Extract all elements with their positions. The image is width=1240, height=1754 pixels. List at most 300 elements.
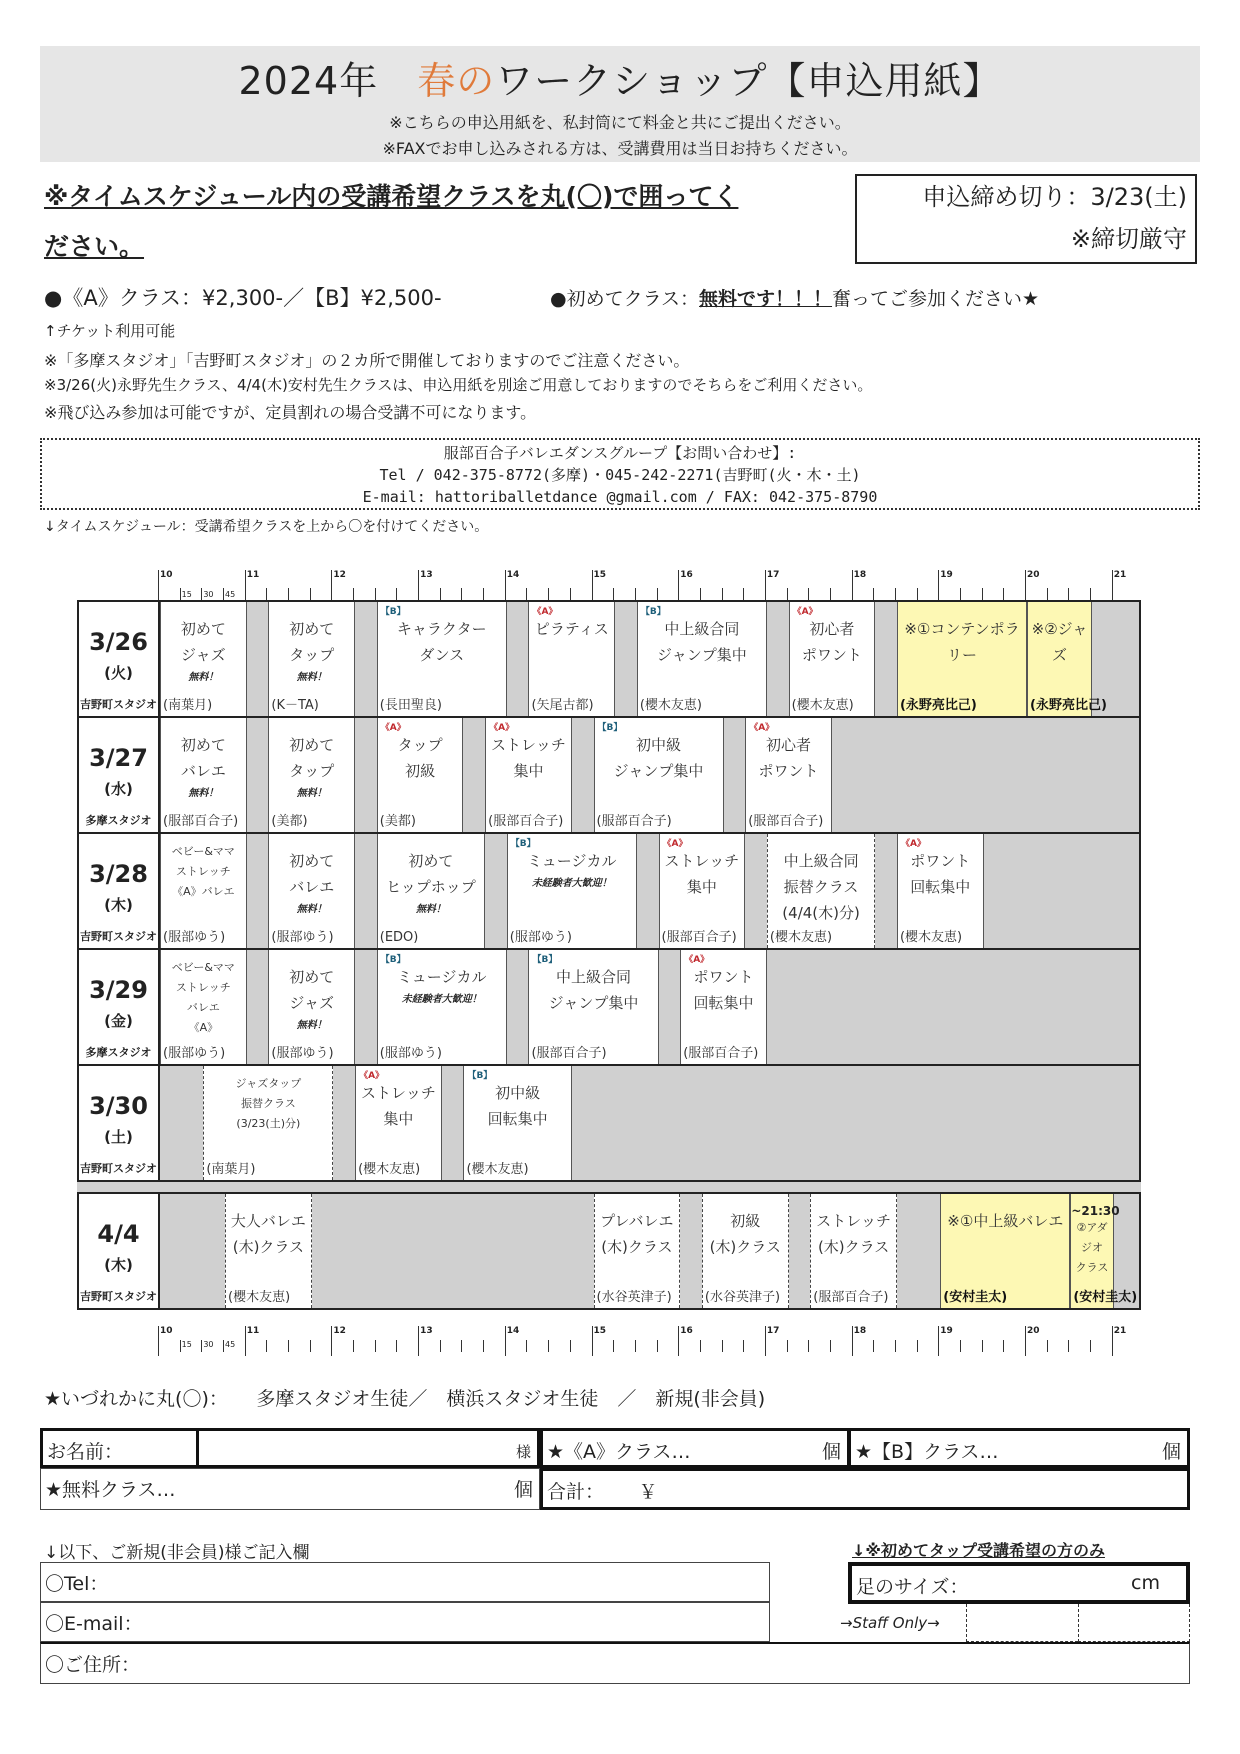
class-block[interactable] — [767, 834, 875, 948]
class-teacher: (服部百合子) — [596, 814, 672, 829]
quarter-tick — [830, 588, 831, 600]
class-block[interactable] — [789, 602, 876, 716]
class-block[interactable] — [485, 718, 572, 832]
hour-label: 18 — [853, 570, 867, 580]
quarter-tick — [613, 1340, 614, 1352]
quarter-tick — [743, 1340, 744, 1352]
time-ruler-bottom — [158, 1326, 1127, 1356]
class-block[interactable] — [268, 602, 355, 716]
class-teacher: (櫻木友恵) — [358, 1162, 421, 1177]
header-subtitle-2: ※FAXでお申し込みされる方は、受講費用は当日お持ちください。 — [382, 139, 858, 158]
quarter-tick — [960, 588, 961, 600]
quarter-tick — [895, 588, 896, 600]
quarter-tick — [895, 1340, 896, 1352]
class-name: キャラクター ダンス — [396, 620, 487, 664]
quarter-tick — [353, 588, 354, 600]
class-end-time: ~21:30 — [1071, 1204, 1120, 1218]
class-teacher: (K－TA) — [271, 698, 319, 713]
hour-label: 11 — [246, 1326, 260, 1336]
class-name: 大人バレエ (木)クラス — [230, 1212, 306, 1256]
date-cell — [79, 834, 160, 948]
class-block[interactable] — [463, 1066, 571, 1180]
schedule-hint: ↓タイムスケジュール：受講希望クラスを上から〇を付けてください。 — [44, 519, 489, 535]
class-teacher: (EDO) — [379, 930, 419, 945]
class-teacher: (安村圭太) — [943, 1290, 1008, 1305]
date-label: 3/30 — [89, 1092, 148, 1120]
quarter-tick — [461, 1340, 462, 1352]
class-block[interactable] — [268, 718, 355, 832]
class-teacher: (永野亮比己) — [899, 698, 977, 713]
class-block[interactable] — [377, 602, 507, 716]
hour-label: 13 — [420, 1326, 433, 1336]
quarter-tick — [808, 1340, 809, 1352]
quarter-tick — [787, 588, 788, 600]
a-class-label: ★《A》クラス… — [547, 1441, 691, 1463]
title-year: 2024年 — [238, 59, 379, 103]
class-note: 無料！ — [188, 672, 219, 683]
hour-label: 12 — [333, 1326, 346, 1336]
studio-note: ※「多摩スタジオ」「吉野町スタジオ」の２カ所で開催しておりますのでご注意ください。 — [44, 351, 690, 370]
class-teacher: (櫻木友恵) — [466, 1162, 529, 1177]
schedule-row-3-26 — [77, 600, 1141, 718]
quarter-label: 30 — [203, 590, 214, 599]
quarter-tick — [635, 1340, 636, 1352]
page-title — [40, 50, 1200, 105]
quarter-tick — [635, 588, 636, 600]
class-block[interactable] — [377, 950, 507, 1064]
class-name: ※①コンテンポラ リー — [904, 620, 1020, 664]
quarter-tick — [1090, 1340, 1091, 1352]
class-block[interactable] — [268, 950, 355, 1064]
free-class-label: ★無料クラス… — [45, 1479, 176, 1501]
class-name: 中上級合同 ジャンプ集中 — [548, 968, 639, 1012]
class-name: 初めて ヒップホップ — [386, 852, 476, 896]
class-name: ミュージカル — [397, 968, 487, 986]
free-bold: 無料です！！！ — [699, 288, 833, 310]
quarter-tick — [1068, 1340, 1069, 1352]
title-accent: 春の — [417, 59, 496, 103]
weekday-label: (木) — [104, 896, 133, 914]
date-cell — [79, 602, 160, 716]
class-block[interactable] — [268, 834, 355, 948]
staff-only-label: →Staff Only→ — [840, 1614, 940, 1632]
class-teacher: (服部ゆう) — [379, 1046, 442, 1061]
quarter-tick — [917, 1340, 918, 1352]
hour-label: 15 — [593, 1326, 607, 1336]
class-note: 無料！ — [296, 1020, 327, 1031]
deadline-strict: ※締切厳守 — [1070, 225, 1187, 253]
class-block[interactable] — [637, 602, 767, 716]
class-note: 未経験者大歓迎！ — [401, 994, 482, 1005]
weekday-label: (水) — [104, 780, 133, 798]
address-label: 〇ご住所： — [45, 1654, 141, 1676]
quarter-tick — [396, 588, 397, 600]
contact-org: 服部百合子バレエダンスグループ【お問い合わせ】: — [443, 444, 797, 462]
name-suffix: 様 — [515, 1443, 531, 1461]
quarter-tick — [873, 1340, 874, 1352]
header-subtitle-1: ※こちらの申込用紙を、私封筒にて料金と共にご提出ください。 — [389, 113, 851, 132]
class-name: 初めて ジャズ — [180, 620, 226, 664]
special-class-note: ※3/26(火)永野先生クラス、4/4(木)安村先生クラスは、申込用紙を別途ご用意しておりますのでそちらをご利用ください。 — [44, 376, 873, 394]
quarter-tick — [353, 1340, 354, 1352]
class-teacher: (服部百合子) — [488, 814, 564, 829]
class-note: 無料！ — [415, 904, 446, 915]
hour-label: 14 — [506, 570, 520, 580]
staff-only-box-1 — [966, 1604, 1078, 1642]
quarter-tick — [266, 1340, 267, 1352]
class-block[interactable] — [745, 718, 832, 832]
quarter-tick — [743, 588, 744, 600]
quarter-tick — [288, 1340, 289, 1352]
class-name: ストレッチ 集中 — [664, 852, 740, 896]
class-block[interactable] — [225, 1194, 312, 1308]
class-teacher: (服部百合子) — [163, 814, 239, 829]
b-class-label: ★【B】クラス… — [855, 1441, 999, 1463]
contact-box — [40, 438, 1200, 510]
class-teacher: (櫻木友恵) — [899, 930, 963, 945]
class-tag: 【B】 — [467, 1071, 493, 1081]
quarter-label: 15 — [181, 590, 192, 599]
class-block[interactable] — [507, 834, 637, 948]
class-tag: 【B】 — [597, 723, 623, 733]
class-block[interactable] — [160, 950, 247, 1064]
studio-label: 吉野町スタジオ — [80, 930, 157, 943]
class-note: 無料！ — [296, 788, 327, 799]
quarter-label: 45 — [225, 590, 236, 599]
quarter-tick — [526, 588, 527, 600]
class-name: ストレッチ 集中 — [491, 736, 566, 780]
class-teacher: (美都) — [271, 814, 308, 829]
email-label: 〇E-mail： — [45, 1613, 143, 1635]
class-name: 初めて タップ — [289, 736, 335, 780]
class-teacher: (服部百合子) — [813, 1290, 889, 1305]
class-name: ※①中上級バレエ — [947, 1212, 1064, 1230]
date-label: 3/28 — [89, 860, 148, 888]
address-field[interactable] — [40, 1642, 1190, 1684]
quarter-tick — [873, 588, 874, 600]
deadline-box — [855, 174, 1197, 264]
class-name: 中上級合同 ジャンプ集中 — [657, 620, 747, 664]
hour-label: 17 — [766, 570, 780, 580]
hour-label: 21 — [1113, 570, 1127, 580]
quarter-tick — [960, 1340, 961, 1352]
name-label: お名前： — [47, 1441, 124, 1463]
quarter-tick — [787, 1340, 788, 1352]
class-teacher: (服部百合子) — [661, 930, 737, 945]
hour-label: 12 — [333, 570, 346, 580]
row-separator — [77, 1182, 1141, 1192]
date-cell — [79, 718, 160, 832]
quarter-tick — [808, 588, 809, 600]
b-class-suffix: 個 — [1161, 1441, 1181, 1463]
weekday-label: (火) — [104, 664, 133, 682]
date-cell — [79, 1194, 160, 1308]
tap-only-header: ↓※初めてタップ受講希望の方のみ — [852, 1541, 1105, 1560]
hour-label: 14 — [506, 1326, 520, 1336]
class-name: 初めて タップ — [289, 620, 335, 664]
weekday-label: (木) — [104, 1256, 133, 1274]
a-class-suffix: 個 — [821, 1441, 841, 1463]
quarter-tick — [1003, 588, 1004, 600]
class-block[interactable] — [680, 950, 767, 1064]
quarter-tick — [657, 588, 658, 600]
class-name: ベビー&ママ ストレッチ バレエ 《A》 — [171, 961, 235, 1034]
quarter-tick — [288, 588, 289, 600]
class-teacher: (櫻木友恵) — [791, 698, 854, 713]
class-note: 未経験者大歓迎！ — [531, 878, 612, 889]
class-name: ミュージカル — [527, 852, 617, 870]
schedule-row-3-28 — [77, 832, 1141, 950]
quarter-tick — [830, 1340, 831, 1352]
class-name: ポワント 回転集中 — [693, 968, 754, 1012]
quarter-tick — [982, 1340, 983, 1352]
quarter-tick — [440, 588, 441, 600]
class-note: 無料！ — [296, 904, 327, 915]
class-tag: 【B】 — [380, 955, 406, 965]
weekday-label: (金) — [104, 1012, 133, 1030]
class-name: ※②ジャズ — [1031, 620, 1088, 664]
quarter-tick — [722, 588, 723, 600]
quarter-tick — [982, 588, 983, 600]
time-ruler-top — [158, 570, 1127, 600]
class-tag: 【B】 — [380, 607, 406, 617]
class-block[interactable] — [377, 834, 485, 948]
class-block[interactable] — [528, 950, 658, 1064]
class-block[interactable] — [659, 834, 746, 948]
quarter-tick — [917, 588, 918, 600]
class-tag: 《A》 — [662, 839, 688, 849]
free-class-suffix: 個 — [513, 1479, 533, 1501]
class-block[interactable] — [160, 834, 247, 948]
class-name: ピラティス — [534, 620, 609, 638]
class-block[interactable] — [940, 1194, 1070, 1308]
schedule-row-3-27 — [77, 716, 1141, 834]
class-block[interactable] — [160, 718, 247, 832]
class-teacher: (安村圭太) — [1073, 1290, 1138, 1305]
tel-field[interactable] — [40, 1562, 770, 1602]
b-class-count-field[interactable] — [848, 1428, 1190, 1468]
class-block[interactable] — [594, 718, 724, 832]
instruction-line-1: ※タイムスケジュール内の受講希望クラスを丸(〇)で囲ってく — [44, 182, 739, 211]
hour-label: 20 — [1027, 570, 1040, 580]
foot-size-field[interactable] — [848, 1562, 1190, 1604]
class-tag: 《A》 — [749, 723, 775, 733]
class-block[interactable] — [897, 834, 984, 948]
quarter-tick — [722, 1340, 723, 1352]
quarter-tick — [1003, 1340, 1004, 1352]
quarter-tick — [526, 1340, 527, 1352]
class-block[interactable] — [1070, 1194, 1138, 1308]
member-type-choice[interactable]: ★いづれかに丸(〇)： 多摩スタジオ生徒／ 横浜スタジオ生徒 ／ 新規(非会員) — [44, 1388, 766, 1410]
class-name: 初めて バレエ — [289, 852, 335, 896]
class-name: プレバレエ (木)クラス — [600, 1212, 674, 1256]
hour-label: 19 — [940, 570, 953, 580]
hour-label: 16 — [680, 570, 693, 580]
a-class-count-field[interactable] — [540, 1428, 850, 1468]
class-block[interactable] — [528, 602, 615, 716]
class-name: ストレッチ (木)クラス — [816, 1212, 892, 1256]
class-block[interactable] — [594, 1194, 681, 1308]
foot-size-label: 足のサイズ： — [856, 1576, 969, 1598]
class-tag: 《A》 — [900, 839, 926, 849]
hour-label: 13 — [420, 570, 433, 580]
studio-label: 多摩スタジオ — [85, 814, 152, 827]
tel-label: 〇Tel： — [45, 1573, 109, 1595]
contact-tel: Tel / 042-375-8772(多摩)・045-242-2271(吉野町(火・木・土) — [379, 466, 861, 484]
class-tag: 《A》 — [532, 607, 558, 617]
class-block[interactable] — [160, 602, 247, 716]
hour-label: 11 — [246, 570, 260, 580]
contact-email-fax: E-mail: hattoriballetdance @gmail.com / FAX: 042-375-8790 — [362, 488, 878, 506]
weekday-label: (土) — [104, 1128, 133, 1146]
class-block[interactable] — [702, 1194, 789, 1308]
class-teacher: (服部ゆう) — [163, 930, 226, 945]
date-cell — [79, 1066, 160, 1180]
studio-label: 吉野町スタジオ — [80, 1162, 157, 1175]
class-teacher: (服部ゆう) — [271, 930, 334, 945]
quarter-tick — [613, 588, 614, 600]
walk-in-note: ※飛び込み参加は可能ですが、定員割れの場合受講不可になります。 — [44, 403, 537, 422]
class-tag: 《A》 — [489, 723, 515, 733]
quarter-tick — [375, 1340, 376, 1352]
hour-label: 20 — [1027, 1326, 1040, 1336]
class-teacher: (南葉月) — [163, 698, 213, 713]
class-teacher: (南葉月) — [206, 1162, 256, 1177]
instruction-line-2: ださい。 — [44, 232, 145, 261]
hour-label: 19 — [940, 1326, 953, 1336]
class-name: ②アダジオ クラス — [1075, 1221, 1109, 1274]
class-name: ベビー&ママ ストレッチ 《A》バレエ — [171, 845, 235, 898]
quarter-tick — [310, 1340, 311, 1352]
quarter-label: 15 — [181, 1340, 192, 1349]
quarter-tick — [1047, 1340, 1048, 1352]
class-teacher: (服部ゆう) — [163, 1046, 226, 1061]
class-name: 初心者 ポワント — [801, 620, 862, 664]
class-teacher: (櫻木友恵) — [639, 698, 702, 713]
email-field[interactable] — [40, 1602, 770, 1642]
free-suffix: 奮ってご参加ください★ — [832, 288, 1040, 310]
class-name: 初めて バレエ — [180, 736, 226, 780]
quarter-tick — [310, 588, 311, 600]
quarter-label: 45 — [225, 1340, 236, 1349]
quarter-tick — [396, 1340, 397, 1352]
class-teacher: (服部百合子) — [683, 1046, 759, 1061]
class-block[interactable] — [203, 1066, 333, 1180]
class-tag: 《A》 — [359, 1071, 385, 1081]
quarter-tick — [1047, 588, 1048, 600]
class-block[interactable] — [1027, 602, 1107, 716]
class-name: タップ 初級 — [397, 736, 443, 780]
class-teacher: (服部ゆう) — [271, 1046, 334, 1061]
class-teacher: (水谷英津子) — [596, 1290, 672, 1305]
quarter-tick — [483, 1340, 484, 1352]
class-name: ポワント 回転集中 — [910, 852, 971, 896]
date-label: 4/4 — [97, 1220, 140, 1248]
quarter-tick — [375, 588, 376, 600]
class-tag: 【B】 — [510, 839, 536, 849]
quarter-tick — [700, 588, 701, 600]
price-info: ●《A》クラス：¥2,300-／【B】¥2,500- — [44, 286, 442, 310]
studio-label: 吉野町スタジオ — [80, 698, 157, 711]
quarter-tick — [570, 1340, 571, 1352]
class-teacher: (水谷英津子) — [704, 1290, 781, 1305]
quarter-tick — [440, 1340, 441, 1352]
date-cell — [79, 950, 160, 1064]
quarter-tick — [548, 1340, 549, 1352]
quarter-tick — [548, 588, 549, 600]
quarter-tick — [266, 588, 267, 600]
staff-only-box-2 — [1078, 1604, 1190, 1642]
total-label: 合計： ￥ — [547, 1481, 658, 1503]
class-tag: 《A》 — [380, 723, 406, 733]
quarter-tick — [461, 588, 462, 600]
name-field[interactable] — [196, 1428, 540, 1468]
class-teacher: (櫻木友恵) — [228, 1290, 291, 1305]
class-name: 初級 (木)クラス — [709, 1212, 781, 1256]
ticket-note: ↑チケット利用可能 — [44, 322, 176, 340]
hour-label: 16 — [680, 1326, 693, 1336]
hour-label: 18 — [853, 1326, 867, 1336]
quarter-tick — [1068, 588, 1069, 600]
hour-label: 21 — [1113, 1326, 1127, 1336]
class-teacher: (永野亮比己) — [1030, 698, 1107, 713]
class-teacher: (長田聖良) — [379, 698, 442, 713]
class-name: 初めて ジャズ — [289, 968, 335, 1012]
class-note: 無料！ — [188, 788, 219, 799]
studio-label: 吉野町スタジオ — [80, 1290, 157, 1303]
class-block[interactable] — [897, 602, 1027, 716]
hour-label: 10 — [160, 570, 173, 580]
class-name: 中上級合同 振替クラス (4/4(木)分) — [782, 852, 860, 922]
total-field[interactable] — [540, 1468, 1190, 1510]
class-teacher: (櫻木友恵) — [769, 930, 833, 945]
class-note: 無料！ — [296, 672, 327, 683]
quarter-tick — [570, 588, 571, 600]
foot-size-unit: cm — [1131, 1572, 1160, 1594]
class-block[interactable] — [355, 1066, 442, 1180]
free-class-count-field[interactable] — [40, 1468, 540, 1510]
class-tag: 《A》 — [792, 607, 818, 617]
class-block[interactable] — [377, 718, 464, 832]
class-name: ストレッチ 集中 — [360, 1084, 436, 1128]
class-block[interactable] — [810, 1194, 897, 1308]
class-tag: 【B】 — [640, 607, 666, 617]
class-name: ジャズタップ 振替クラス (3/23(土)分) — [235, 1077, 302, 1130]
quarter-tick — [1090, 588, 1091, 600]
class-name: 初中級 回転集中 — [487, 1084, 548, 1128]
hour-label: 10 — [160, 1326, 173, 1336]
class-teacher: (美都) — [379, 814, 416, 829]
class-teacher: (服部ゆう) — [509, 930, 572, 945]
schedule-row-3-30 — [77, 1064, 1141, 1182]
free-class-info — [550, 284, 1039, 311]
quarter-tick — [657, 1340, 658, 1352]
class-tag: 《A》 — [684, 955, 710, 965]
studio-label: 多摩スタジオ — [85, 1046, 152, 1059]
instruction — [44, 172, 844, 272]
class-tag: 【B】 — [532, 955, 558, 965]
class-teacher: (服部百合子) — [531, 1046, 607, 1061]
hour-label: 15 — [593, 570, 607, 580]
free-prefix: ●初めてクラス： — [550, 288, 700, 310]
deadline-text: 申込締め切り：3/23(土) — [922, 183, 1187, 211]
class-teacher: (服部百合子) — [748, 814, 824, 829]
quarter-tick — [483, 588, 484, 600]
schedule-row-4-4 — [77, 1192, 1141, 1310]
quarter-label: 30 — [203, 1340, 214, 1349]
schedule-row-3-29 — [77, 948, 1141, 1066]
new-member-header: ↓以下、ご新規(非会員)様ご記入欄 — [44, 1543, 310, 1563]
